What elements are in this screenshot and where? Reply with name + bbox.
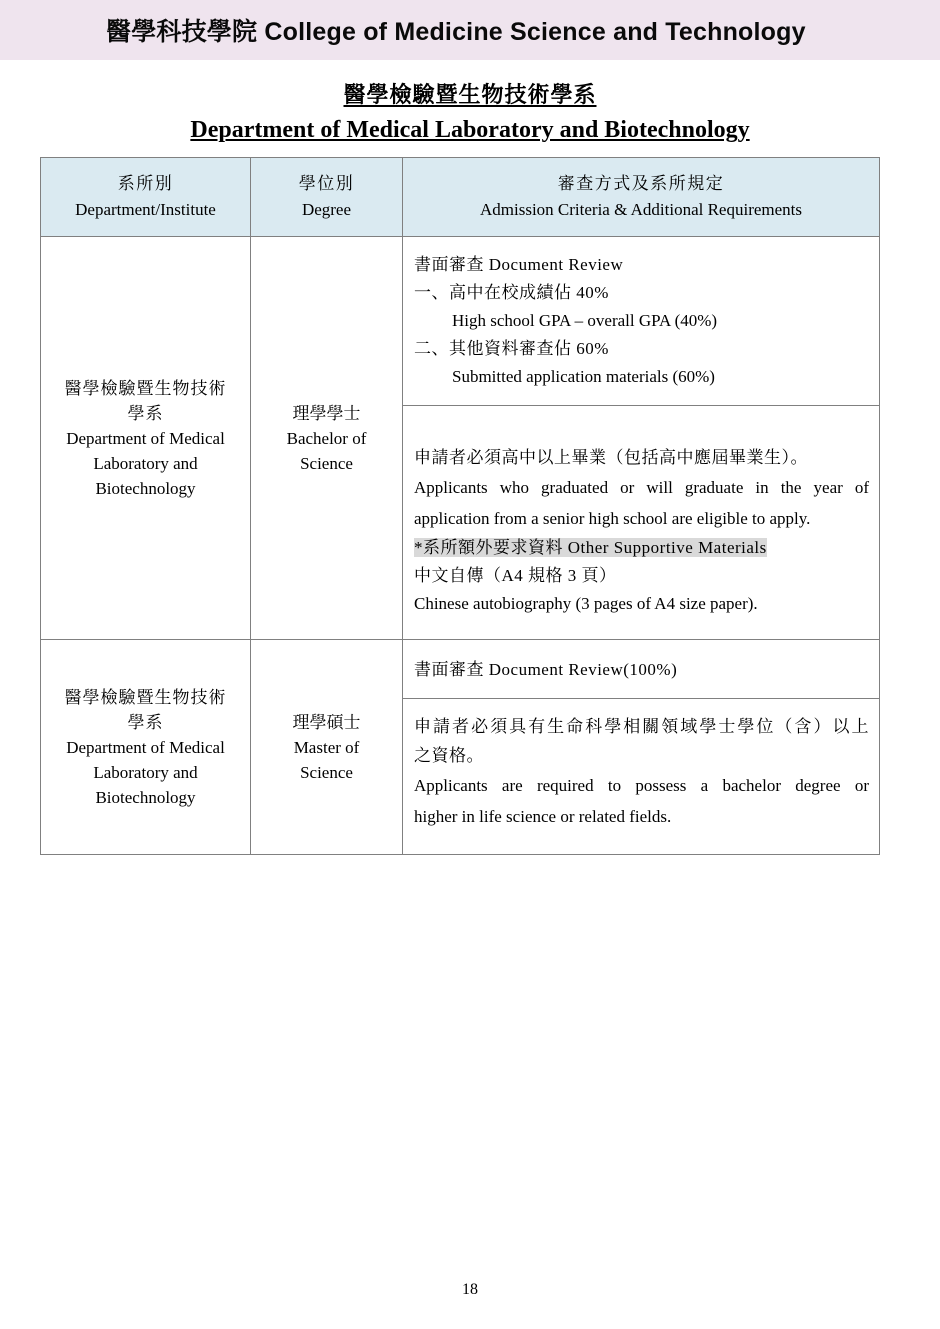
- column-header-degree-zh: 學位別: [298, 174, 355, 193]
- criteria-line: Applicants are required to possess a bachelor degree or: [414, 776, 869, 795]
- criteria-line: 之資格。: [414, 746, 484, 765]
- department-en-line3: Biotechnology: [95, 787, 196, 807]
- table-row: [41, 237, 880, 640]
- criteria-line: 二、其他資料審查佔 60%: [414, 339, 609, 358]
- page-title-en: Department of Medical Laboratory and Biotechnology: [190, 117, 750, 143]
- criteria-line: 申請者必須具有生命科學相關領域學士學位（含）以上: [414, 717, 869, 736]
- degree-en-line1: Bachelor of: [286, 428, 367, 448]
- criteria-line: application from a senior high school are eligible to apply.: [414, 509, 811, 528]
- degree-en-line1: Master of: [293, 737, 360, 757]
- department-zh-line1: 醫學檢驗暨生物技術: [64, 378, 227, 398]
- department-en-line1: Department of Medical: [66, 428, 225, 448]
- criteria-line: 書面審查 Document Review(100%): [414, 660, 678, 679]
- criteria-line: Applicants who graduated or will graduate in the year of: [414, 478, 869, 497]
- cell-degree-master: [251, 640, 403, 855]
- degree-zh: 理學碩士: [292, 712, 361, 732]
- criteria-block-eligibility: [403, 698, 879, 854]
- column-header-department-zh: 系所別: [117, 174, 174, 193]
- college-banner-title: 醫學科技學院 College of Medicine Science and Technology: [106, 18, 806, 46]
- criteria-line: 申請者必須高中以上畢業（包括高中應屆畢業生）。: [414, 448, 808, 467]
- column-header-criteria-en: Admission Criteria & Additional Requirements: [479, 200, 803, 219]
- department-en-line1: Department of Medical: [66, 737, 225, 757]
- cell-department-bachelor: [41, 237, 251, 640]
- degree-en-line2: Science: [300, 762, 353, 782]
- column-header-degree: [251, 158, 403, 237]
- department-en-line3: Biotechnology: [95, 478, 196, 498]
- criteria-line: 書面審查 Document Review: [414, 255, 624, 274]
- college-banner: [0, 0, 940, 60]
- degree-zh: 理學學士: [292, 403, 361, 423]
- criteria-block-eligibility: [403, 405, 879, 639]
- criteria-line: High school GPA – overall GPA (40%): [452, 311, 718, 330]
- cell-criteria-bachelor: [403, 237, 880, 640]
- column-header-criteria: [403, 158, 880, 237]
- criteria-line: Submitted application materials (60%): [452, 367, 715, 386]
- table-row: [41, 640, 880, 855]
- criteria-line-highlighted: *系所額外要求資料 Other Supportive Materials: [414, 538, 767, 557]
- column-header-department: [41, 158, 251, 237]
- department-en-line2: Laboratory and: [93, 453, 198, 473]
- criteria-line: 一、高中在校成績佔 40%: [414, 283, 609, 302]
- page-title-zh: 醫學檢驗暨生物技術學系: [343, 82, 597, 107]
- cell-criteria-master: [403, 640, 880, 855]
- department-zh-line1: 醫學檢驗暨生物技術: [64, 687, 227, 707]
- cell-degree-bachelor: [251, 237, 403, 640]
- table-header-row: [41, 158, 880, 237]
- department-zh-line2: 學系: [127, 403, 164, 423]
- page-number: 18: [462, 1281, 478, 1298]
- criteria-block-document-review: [403, 237, 879, 405]
- admission-criteria-table: [40, 157, 880, 855]
- document-heading: [0, 80, 940, 146]
- department-zh-line2: 學系: [127, 712, 164, 732]
- column-header-degree-en: Degree: [301, 200, 352, 219]
- criteria-line: 中文自傳（A4 規格 3 頁）: [414, 566, 617, 585]
- degree-en-line2: Science: [300, 453, 353, 473]
- department-en-line2: Laboratory and: [93, 762, 198, 782]
- column-header-criteria-zh: 審查方式及系所規定: [557, 174, 725, 193]
- column-header-department-en: Department/Institute: [75, 200, 216, 219]
- criteria-line: higher in life science or related fields.: [414, 807, 672, 826]
- criteria-block-document-review: [403, 640, 879, 698]
- criteria-line: Chinese autobiography (3 pages of A4 size paper).: [414, 594, 758, 613]
- cell-department-master: [41, 640, 251, 855]
